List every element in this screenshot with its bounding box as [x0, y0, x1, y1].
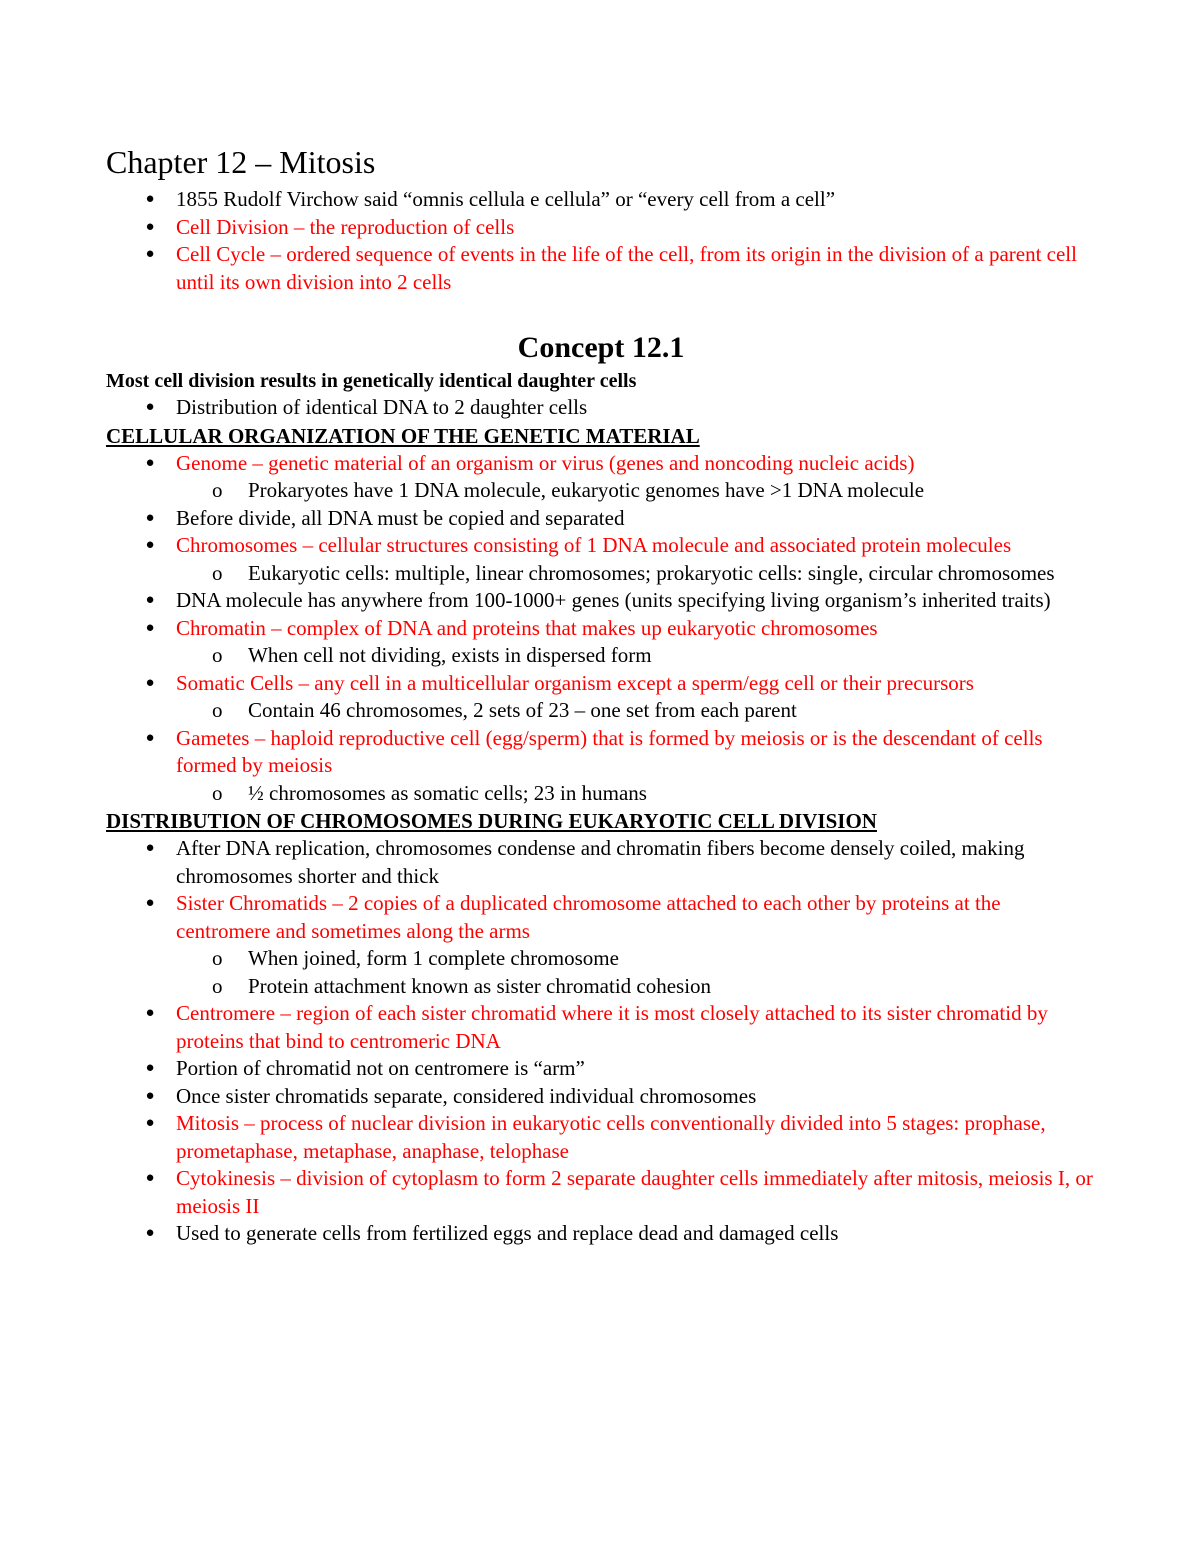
- circle-bullet-icon: o: [212, 780, 223, 805]
- concept-subtitle: Most cell division results in genetically identical daughter cells: [106, 370, 637, 392]
- sub-list-item-text: When joined, form 1 complete chromosome: [248, 946, 619, 970]
- list-item: [106, 1083, 1096, 1111]
- circle-bullet-icon: o: [212, 698, 223, 722]
- document-page: [106, 140, 1096, 1248]
- list-item: [106, 450, 1096, 505]
- list-item-text: Used to generate cells from fertilized eggs and replace dead and damaged cells: [176, 1221, 839, 1245]
- sub-list-item-text: Protein attachment known as sister chromatid cohesion: [248, 973, 712, 998]
- list-item: [106, 1055, 1096, 1083]
- concept-title: Concept 12.1: [517, 331, 685, 364]
- bullet-icon: ●: [145, 1060, 155, 1076]
- list-item-text: Portion of chromatid not on centromere is “arm”: [176, 1056, 585, 1080]
- bullet-icon: ●: [145, 246, 155, 262]
- sub-list-item: [176, 697, 1096, 725]
- sub-list: [176, 945, 1096, 1000]
- sub-list-item-text: When cell not dividing, exists in dispersed form: [248, 643, 652, 667]
- intro-list: [106, 186, 1096, 296]
- list-item: [106, 394, 1096, 422]
- sub-list: [176, 560, 1096, 588]
- list-item: [106, 186, 1096, 214]
- list-item-text: Before divide, all DNA must be copied and separated: [176, 505, 625, 530]
- circle-bullet-icon: o: [212, 643, 223, 667]
- list-item: [106, 241, 1096, 296]
- sub-list-item: [176, 945, 1096, 973]
- sub-list-item: [176, 560, 1096, 588]
- bullet-icon: ●: [145, 1115, 155, 1131]
- section-heading-chromosome-distribution: DISTRIBUTION OF CHROMOSOMES DURING EUKARYOTIC CELL DIVISION: [106, 809, 877, 833]
- bullet-icon: ●: [145, 619, 155, 636]
- list-item: [106, 505, 1096, 533]
- bullet-icon: ●: [145, 191, 155, 207]
- bullet-icon: ●: [145, 454, 155, 471]
- list-item-text: Genome – genetic material of an organism or virus (genes and noncoding nucleic acids): [176, 450, 915, 475]
- bullet-icon: ●: [145, 1170, 155, 1186]
- list-item: [106, 890, 1096, 1000]
- sub-list-item: [176, 642, 1096, 670]
- bullet-icon: ●: [145, 729, 155, 746]
- concept-list: [106, 394, 1096, 422]
- list-item-text: Chromosomes – cellular structures consisting of 1 DNA molecule and associated protein molecules: [176, 533, 1012, 557]
- chapter-title: Chapter 12 – Mitosis: [106, 144, 376, 180]
- bullet-icon: ●: [145, 537, 155, 553]
- list-item: [106, 670, 1096, 725]
- list-item-text: Sister Chromatids – 2 copies of a duplicated chromosome attached to each other by proteins at the centromere and sometimes along the arms: [176, 891, 1001, 943]
- sub-list-item: [176, 780, 1096, 808]
- sub-list-item: [176, 477, 1096, 505]
- list-item-text: Cell Division – the reproduction of cells: [176, 214, 515, 239]
- bullet-icon: ●: [145, 840, 155, 856]
- circle-bullet-icon: o: [212, 478, 223, 502]
- bullet-icon: ●: [145, 218, 155, 235]
- list-item: [106, 1220, 1096, 1248]
- list-item-text: Somatic Cells – any cell in a multicellular organism except a sperm/egg cell or their precursors: [176, 670, 974, 695]
- list-item-text: Cytokinesis – division of cytoplasm to form 2 separate daughter cells immediately after mitosis, meiosis I, or meiosis II: [176, 1166, 1093, 1218]
- sub-list: [176, 780, 1096, 808]
- bullet-icon: ●: [145, 1005, 155, 1021]
- bullet-icon: ●: [145, 592, 155, 608]
- list-item: [106, 725, 1096, 808]
- sub-list-item: [176, 973, 1096, 1001]
- list-item: [106, 587, 1096, 615]
- section1-list: [106, 450, 1096, 808]
- section-heading-genetic-material: CELLULAR ORGANIZATION OF THE GENETIC MATERIAL: [106, 423, 700, 448]
- list-item-text: Gametes – haploid reproductive cell (egg/sperm) that is formed by meiosis or is the descendant of cells formed by meiosis: [176, 725, 1043, 777]
- sub-list: [176, 477, 1096, 505]
- bullet-icon: ●: [145, 674, 155, 691]
- list-item-text: Chromatin – complex of DNA and proteins that makes up eukaryotic chromosomes: [176, 615, 878, 640]
- list-item-text: Once sister chromatids separate, considered individual chromosomes: [176, 1083, 757, 1108]
- sub-list-item-text: Prokaryotes have 1 DNA molecule, eukaryotic genomes have >1 DNA molecule: [248, 478, 925, 502]
- sub-list: [176, 697, 1096, 725]
- list-item: [106, 1110, 1096, 1165]
- bullet-icon: ●: [145, 509, 155, 526]
- list-item: [106, 835, 1096, 890]
- list-item-text: Mitosis – process of nuclear division in eukaryotic cells conventionally divided into 5 stages: prophase, prometaphase, metaphase, anaphase, telophase: [176, 1111, 1046, 1163]
- section2-list: [106, 835, 1096, 1248]
- circle-bullet-icon: o: [212, 946, 223, 970]
- list-item: [106, 532, 1096, 587]
- sub-list: [176, 642, 1096, 670]
- list-item-text: Centromere – region of each sister chromatid where it is most closely attached to its sister chromatid by proteins that bind to centromeric DNA: [176, 1001, 1048, 1053]
- sub-list-item-text: Eukaryotic cells: multiple, linear chromosomes; prokaryotic cells: single, circular chromosomes: [248, 560, 1055, 585]
- bullet-icon: ●: [145, 895, 155, 911]
- list-item-text: 1855 Rudolf Virchow said “omnis cellula e cellula” or “every cell from a cell”: [176, 187, 836, 211]
- list-item-text: Cell Cycle – ordered sequence of events in the life of the cell, from its origin in the division of a parent cell until its own division into 2 cells: [176, 242, 1077, 294]
- list-item-text: Distribution of identical DNA to 2 daughter cells: [176, 395, 588, 419]
- list-item: [106, 214, 1096, 242]
- list-item: [106, 1165, 1096, 1220]
- list-item: [106, 615, 1096, 670]
- sub-list-item-text: ½ chromosomes as somatic cells; 23 in humans: [248, 780, 647, 805]
- list-item-text: After DNA replication, chromosomes condense and chromatin fibers become densely coiled, making chromosomes shorter and thick: [176, 836, 1025, 888]
- list-item: [106, 1000, 1096, 1055]
- circle-bullet-icon: o: [212, 560, 223, 585]
- circle-bullet-icon: o: [212, 973, 223, 998]
- bullet-icon: ●: [145, 1087, 155, 1104]
- bullet-icon: ●: [145, 1225, 155, 1241]
- sub-list-item-text: Contain 46 chromosomes, 2 sets of 23 – one set from each parent: [248, 698, 797, 722]
- bullet-icon: ●: [145, 399, 155, 415]
- list-item-text: DNA molecule has anywhere from 100-1000+ genes (units specifying living organism’s inherited traits): [176, 588, 1051, 612]
